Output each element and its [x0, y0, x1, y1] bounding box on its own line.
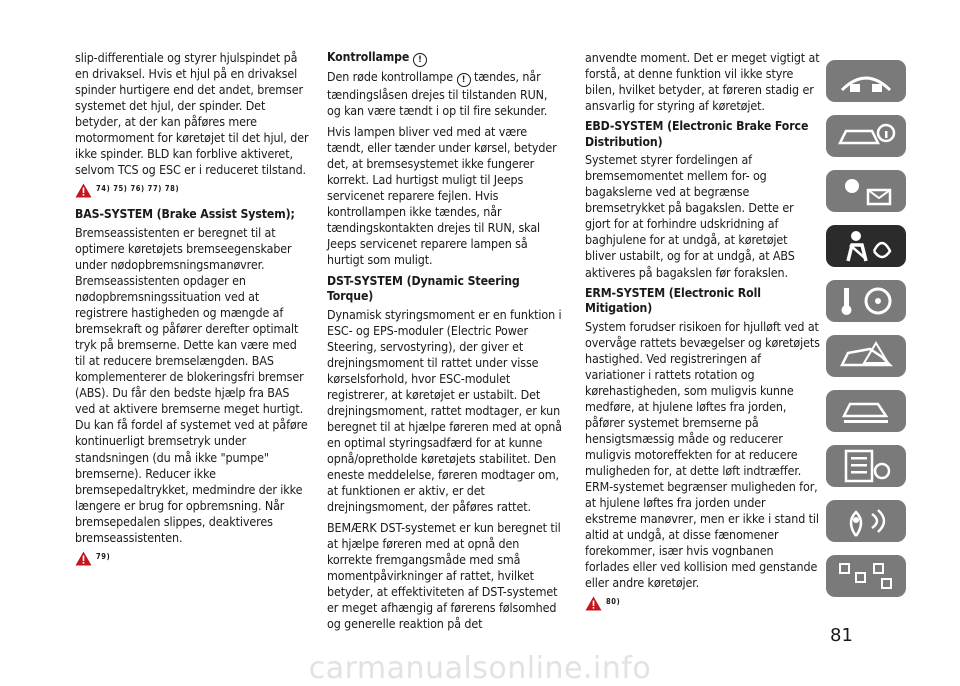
paragraph-erm: System forudser risikoen for hjulløft ved at overvåge rattets bevægelser og køretøjets hastighed. Ved registreringen af variationer i rattets rotation og kørehastigheden, som muligvis kunne medføre, at hjulene løftes fra jorden, påfører systemet bremserne på hensigtsmæssig måde og reducerer muligvis motoreffekten for at reducere muligheden for, at dette løft indtræffer. ERM-systemet begrænser muligheden for, at hjulene løftes fra jorden under ekstreme manøvrer, men er ikke i stand til altid at undgå, at disse fænomener forekommer, især hvis vognbanen forlades eller ved kollision med genstande eller andre køretøjer. — [585, 318, 820, 591]
tab-starting-driving[interactable] — [826, 280, 906, 322]
warning-triangle-icon — [75, 183, 92, 198]
heading-dst: DST-SYSTEM (Dynamic Steering Torque) — [327, 273, 520, 304]
paragraph-dst: Dynamisk styringsmoment er en funktion i ESC- og EPS-moduler (Electric Power Steering, servostyring), der giver et drejningsmoment til rattet under visse kørselsforhold, hvor ESC-modulet registrerer, at køretøjet er ustabilt. Det drejningsmoment, rattet modtager, er kun beregnet til at hjælpe føreren med at opnå en optimal styringsadfærd for at kunne opnå/opretholde køretøjets stabilitet. Den eneste meddelelse, føreren modtager om, at funktionen er aktiv, er det drejningsmoment, der påføres rattet. — [327, 306, 562, 515]
info-car-icon — [826, 115, 906, 157]
car-service-list-icon — [826, 445, 906, 487]
key-steering-icon — [826, 280, 906, 322]
text-column-1 — [75, 50, 310, 575]
seatbelt-airbag-icon — [826, 225, 906, 267]
page-number: 81 — [830, 625, 853, 646]
heading-bas: BAS-SYSTEM (Brake Assist System); — [75, 207, 295, 222]
paragraph-bas: Bremseassistenten er beregnet til at optimere køretøjets bremseegenskaber under nødopbremsningsmanøvrer. Bremseassistenten opdager en nødopbremsningssituation ved at registrere hastigheden og mængde af bremsekraft og påfører derefter optimalt tryk på bremserne. Dette kan være med til at reducere bremselængden. BAS komplementerer de blokeringsfri bremser (ABS). Du får den bedste hjælp fra BAS ved at aktivere bremserne meget hurtigt. Du kan få fordel af systemet ved at påføre kontinuerligt bremsetryk under standsningen (du må ikke "pumpe" bremserne). Reducer ikke bremsepedaltrykket, medmindre der ikke længere er brug for opbremsning. Når bremsepedalen slippes, deaktiveres bremseassistenten. — [75, 224, 308, 545]
navigation-media-icon — [826, 500, 906, 542]
warning-numbers: 80) — [606, 597, 621, 607]
watermark: carmanualsonline.info — [308, 651, 652, 686]
tab-emergency[interactable] — [826, 335, 906, 377]
text-column-3 — [585, 50, 820, 620]
warning-numbers: 74) 75) 76) 77) 78) — [96, 184, 180, 194]
car-lift-icon — [826, 390, 906, 432]
brake-warning-lamp-icon: ! — [413, 53, 427, 67]
warning-triangle-icon — [585, 596, 602, 611]
paragraph-ebd: Systemet styrer fordelingen af bremsemomentet mellem for- og bagakslerne ved at begrænse bremsetrykket på bagakslen. Dette er gjort for at forhindre udskridning af baghjulene for at undgå, at køretøjet bliver ustabilt, og for at undgå, at ABS aktiveres på bagakslen før forakslen. — [585, 152, 795, 280]
lights-message-icon — [826, 170, 906, 212]
tab-maintenance[interactable] — [826, 390, 906, 432]
warning-numbers: 79) — [96, 551, 111, 561]
paragraph-dst-cont: anvendte moment. Det er meget vigtigt at forstå, at denne funktion vil ikke styre bilen, hvilket betyder, at føreren stadig er ansvarlig for styring af køretøjet. — [585, 50, 820, 114]
tab-dashboard[interactable] — [826, 60, 906, 102]
warning-reference — [75, 551, 310, 569]
car-warning-icon — [826, 335, 906, 377]
tab-lights[interactable] — [826, 170, 906, 212]
heading-kontrollampe: Kontrollampe ! — [327, 50, 562, 67]
paragraph-lamp-fault: Hvis lampen bliver ved med at være tændt, eller tænder under kørsel, betyder det, at bremsesystemet ikke fungerer korrekt. Lad hurtigst muligt til Jeeps servicenet reparere fejlen. Hvis kontrollampen ikke tændes, når tændingskontakten drejes til RUN, skal Jeeps servicenet reparere lampen så hurtigt som muligt. — [327, 124, 557, 268]
tab-index[interactable] — [826, 555, 906, 597]
tab-multimedia[interactable] — [826, 500, 906, 542]
heading-ebd: EBD-SYSTEM (Electronic Brake Force Distribution) — [585, 119, 809, 149]
paragraph-bld: slip-differentiale og styrer hjulspindet på en drivaksel. Hvis et hjul på en drivaksel spinder hurtigere end det andet, bremser systemet det hjul, der spinder. Det betyder, at der kan påføres mere motormoment for køretøjet til det hjul, der ikke spinder. BLD kan forblive aktiveret, selvom TCS og ESC er i reduceret tilstand. — [75, 50, 309, 178]
text-column-2 — [327, 50, 562, 637]
warning-reference — [75, 183, 310, 201]
tab-technical-data[interactable] — [826, 445, 906, 487]
index-letters-icon — [826, 555, 906, 597]
tab-safety[interactable] — [826, 225, 906, 267]
heading-erm: ERM-SYSTEM (Electronic Roll Mitigation) — [585, 285, 761, 316]
warning-triangle-icon — [75, 551, 92, 566]
warning-reference — [585, 596, 820, 614]
tab-info[interactable] — [826, 115, 906, 157]
paragraph-lamp-red: Den røde kontrollampe ! tændes, når tændingslåsen drejes til tilstanden RUN, og kan være tændt i op til fire sekunder. — [327, 69, 548, 119]
brake-warning-lamp-icon: ! — [457, 73, 471, 87]
paragraph-dst-note: BEMÆRK DST-systemet er kun beregnet til at hjælpe føreren med at opnå den korrekte fremgangsmåde med små momentpåvirkninger af rattet, hvilket betyder, at effektiviteten af DST-systemet er meget afhængig af førerens følsomhed og generelle reaktion på det — [327, 520, 561, 632]
car-dashboard-icon — [826, 60, 906, 102]
